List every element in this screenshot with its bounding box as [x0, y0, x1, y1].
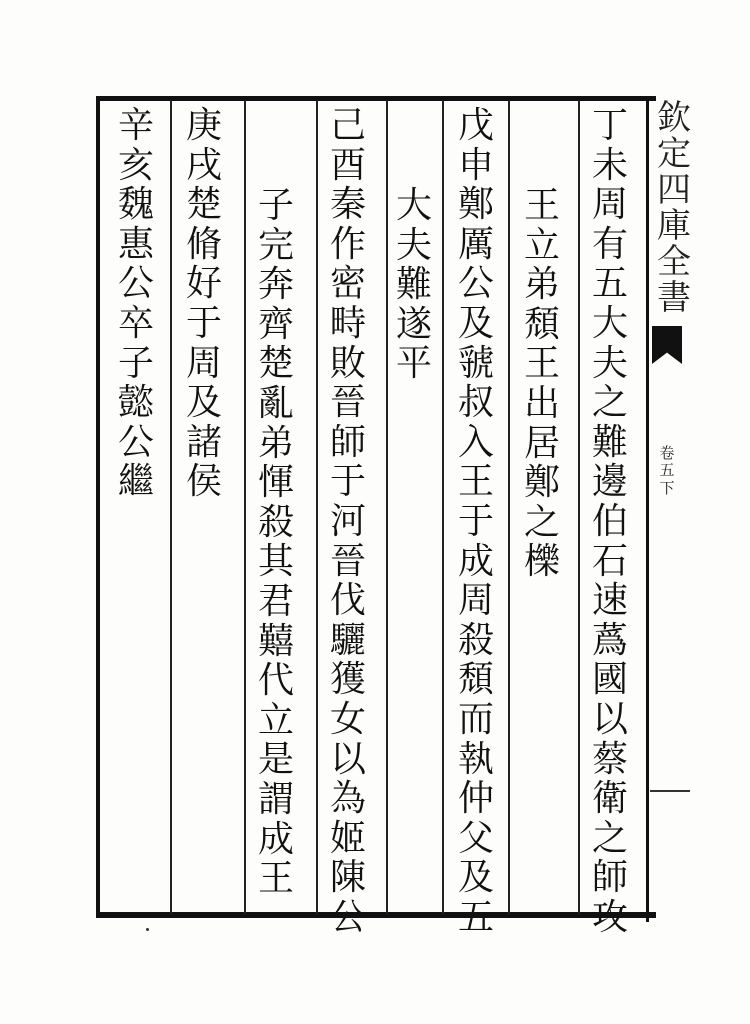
text-character: 子	[117, 342, 154, 384]
text-character: 丁	[591, 105, 628, 146]
text-character: 密	[329, 263, 366, 305]
text-character: 國	[591, 659, 628, 701]
text-character: 執	[457, 738, 494, 780]
text-character: 完	[257, 224, 294, 266]
text-character: 平	[395, 343, 432, 385]
text-character: 戌	[185, 144, 222, 186]
text-character: 出	[523, 382, 560, 424]
text-character: 其	[257, 541, 294, 583]
text-character: 公	[117, 263, 154, 305]
column-rule	[442, 100, 444, 914]
text-character: 五	[457, 896, 494, 938]
text-character: 謂	[257, 778, 294, 820]
text-character: 大	[395, 185, 432, 226]
text-character: 有	[591, 223, 628, 265]
text-character: 弟	[523, 264, 560, 306]
text-character: 惠	[117, 223, 154, 265]
text-character: 而	[457, 698, 494, 740]
text-column-4	[392, 185, 436, 386]
text-character: 王	[457, 461, 494, 503]
juan-label	[656, 445, 678, 497]
text-column-8	[114, 105, 158, 504]
text-character: 夫	[395, 224, 432, 266]
text-character: 立	[523, 224, 560, 266]
text-character: 邊	[591, 461, 628, 503]
text-character: 囏	[257, 620, 294, 662]
text-character: 子	[257, 185, 294, 226]
fish-tail-mark	[652, 326, 682, 364]
text-character: 成	[457, 540, 494, 582]
text-character: 攻	[591, 896, 628, 938]
text-character: 秦	[329, 184, 366, 226]
margin-character: 全	[657, 242, 691, 282]
text-character: 申	[457, 144, 494, 186]
text-character: 王	[257, 858, 294, 900]
text-character: 為	[329, 778, 366, 820]
text-character: 五	[591, 263, 628, 305]
text-character: 衛	[591, 778, 628, 820]
text-character: 成	[257, 818, 294, 860]
ink-dot	[146, 928, 149, 931]
text-character: 河	[329, 500, 366, 542]
text-character: 難	[591, 421, 628, 463]
text-character: 敗	[329, 342, 366, 384]
text-character: 畤	[329, 302, 366, 344]
margin-character: 下	[659, 478, 675, 497]
text-character: 居	[523, 422, 560, 464]
margin-character: 庫	[657, 206, 691, 246]
text-character: 蔡	[591, 738, 628, 780]
text-column-7	[182, 105, 226, 504]
text-character: 周	[185, 342, 222, 384]
text-character: 周	[591, 184, 628, 226]
text-character: 之	[523, 501, 560, 543]
text-character: 亥	[117, 144, 154, 186]
margin-character: 卷	[659, 444, 675, 462]
book-title	[650, 100, 698, 316]
text-character: 卒	[117, 302, 154, 344]
text-character: 入	[457, 421, 494, 463]
column-rule	[244, 100, 246, 914]
text-character: 難	[395, 264, 432, 306]
text-character: 侯	[185, 461, 222, 503]
margin-character: 書	[657, 278, 691, 318]
text-character: 速	[591, 580, 628, 622]
text-character: 陳	[329, 857, 366, 899]
text-character: 己	[329, 105, 366, 146]
text-character: 師	[329, 421, 366, 463]
text-character: 是	[257, 739, 294, 781]
text-character: 于	[457, 500, 494, 542]
text-character: 鄭	[523, 462, 560, 504]
column-rule	[316, 100, 318, 914]
text-character: 之	[591, 817, 628, 859]
text-character: 懿	[117, 382, 154, 424]
text-character: 夫	[591, 342, 628, 384]
text-character: 楚	[257, 343, 294, 385]
text-character: 立	[257, 699, 294, 741]
text-character: 石	[591, 540, 628, 582]
margin-character: 欽	[657, 98, 691, 138]
text-column-1	[588, 105, 632, 939]
text-character: 及	[457, 857, 494, 899]
text-character: 師	[591, 857, 628, 899]
text-character: 及	[457, 302, 494, 344]
margin-character: 四	[657, 170, 691, 210]
text-character: 繼	[117, 461, 154, 503]
text-character: 魏	[117, 184, 154, 226]
text-character: 及	[185, 382, 222, 424]
text-character: 惲	[257, 462, 294, 504]
text-character: 王	[523, 343, 560, 385]
text-character: 頹	[457, 659, 494, 701]
text-character: 周	[457, 580, 494, 622]
text-character: 以	[591, 698, 628, 740]
text-character: 以	[329, 738, 366, 780]
text-character: 楚	[185, 184, 222, 226]
text-character: 伐	[329, 580, 366, 622]
text-character: 酉	[329, 144, 366, 186]
text-character: 作	[329, 223, 366, 265]
column-rule	[508, 100, 510, 914]
text-character: 殺	[457, 619, 494, 661]
text-character: 櫟	[523, 541, 560, 583]
text-character: 公	[329, 896, 366, 938]
text-character: 蔿	[591, 619, 628, 661]
text-column-5	[326, 105, 370, 939]
text-character: 脩	[185, 223, 222, 265]
text-character: 未	[591, 144, 628, 186]
text-character: 晉	[329, 382, 366, 424]
text-character: 厲	[457, 223, 494, 265]
text-character: 鄭	[457, 184, 494, 226]
text-character: 父	[457, 817, 494, 859]
text-character: 庚	[185, 105, 222, 146]
text-character: 殺	[257, 501, 294, 543]
text-character: 叔	[457, 382, 494, 424]
text-character: 公	[457, 263, 494, 305]
fold-band-line	[646, 96, 649, 922]
text-character: 代	[257, 660, 294, 702]
text-character: 頹	[523, 303, 560, 345]
text-character: 仲	[457, 778, 494, 820]
text-character: 奔	[257, 264, 294, 306]
text-character: 公	[117, 421, 154, 463]
margin-character: 五	[659, 461, 675, 480]
text-character: 虢	[457, 342, 494, 384]
text-character: 晉	[329, 540, 366, 582]
text-character: 辛	[117, 105, 154, 146]
text-column-3	[454, 105, 498, 939]
text-column-6	[254, 185, 298, 901]
column-rule	[578, 100, 580, 914]
text-character: 戊	[457, 105, 494, 146]
text-character: 驪	[329, 619, 366, 661]
text-character: 于	[185, 302, 222, 344]
text-character: 遂	[395, 303, 432, 345]
text-character: 弟	[257, 422, 294, 464]
text-character: 伯	[591, 500, 628, 542]
text-character: 王	[523, 185, 560, 226]
text-character: 姬	[329, 817, 366, 859]
text-column-2	[520, 185, 564, 584]
text-character: 好	[185, 263, 222, 305]
text-character: 于	[329, 461, 366, 503]
text-character: 齊	[257, 303, 294, 345]
text-character: 亂	[257, 382, 294, 424]
text-character: 獲	[329, 659, 366, 701]
text-character: 大	[591, 302, 628, 344]
text-character: 女	[329, 698, 366, 740]
text-character: 之	[591, 382, 628, 424]
text-character: 君	[257, 580, 294, 622]
fold-tick-line	[650, 790, 690, 792]
page-frame	[96, 96, 656, 918]
margin-character: 定	[657, 134, 691, 174]
text-character: 諸	[185, 421, 222, 463]
column-rule	[170, 100, 172, 914]
column-rule	[386, 100, 388, 914]
